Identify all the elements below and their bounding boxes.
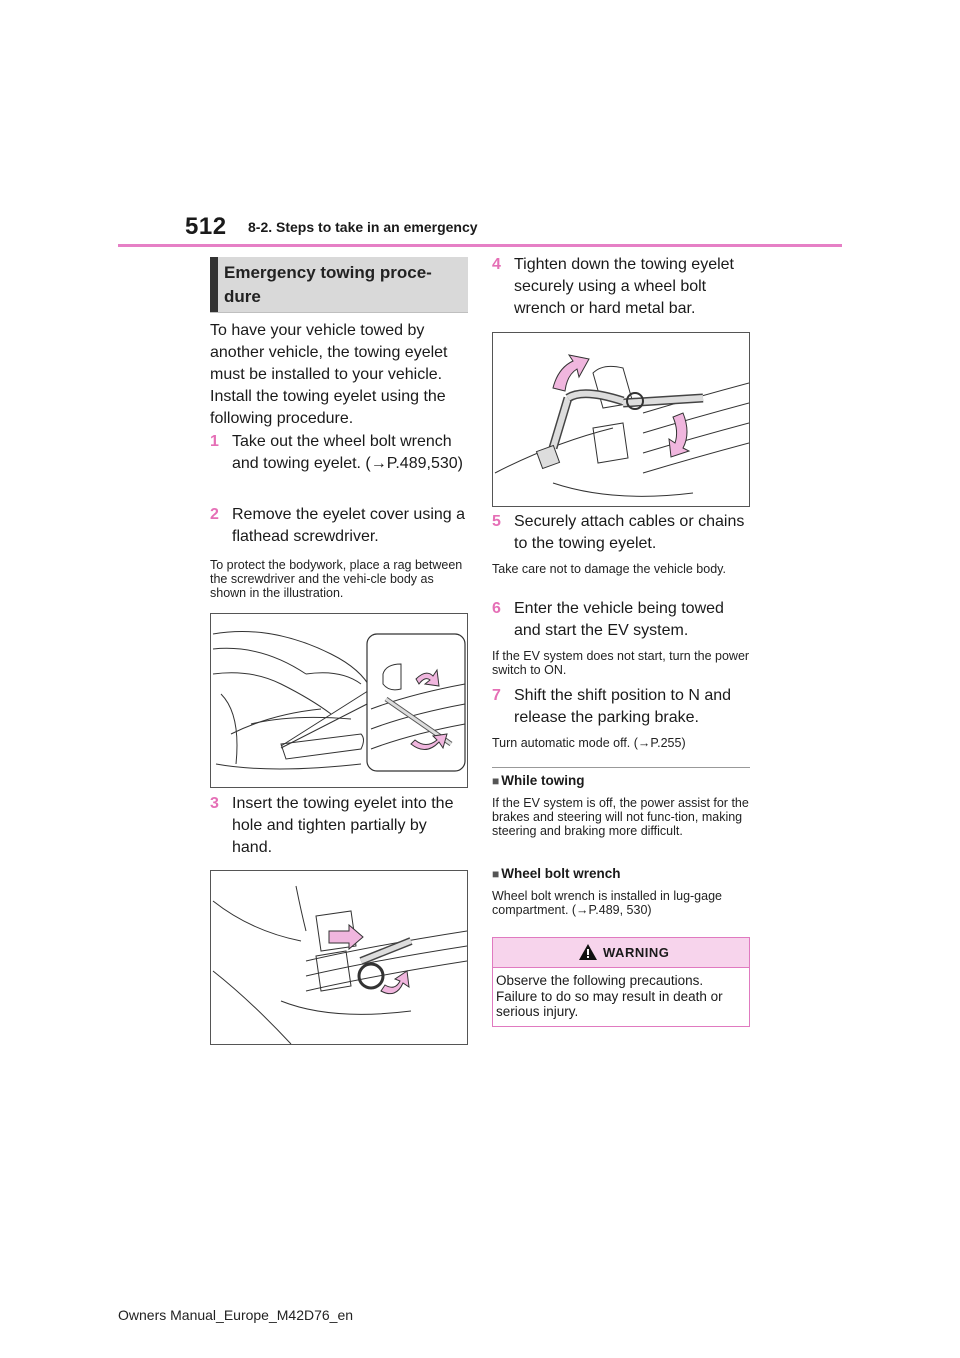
step-7-note: Turn automatic mode off. (→P.255) <box>492 736 686 750</box>
step-6-note: If the EV system does not start, turn the power switch to ON. <box>492 649 750 677</box>
header-rule <box>118 244 842 247</box>
square-bullet-icon: ■ <box>492 774 500 788</box>
step-2-note: To protect the bodywork, place a rag between the screwdriver and the vehi-cle body as shown in the illustration. <box>210 558 463 600</box>
figure-insert-eyelet <box>210 870 468 1045</box>
warning-box <box>492 937 750 1027</box>
step-number: 2 <box>210 506 219 523</box>
step-text: Take out the wheel bolt wrench and towing eyelet. (→P.489,530) <box>232 433 463 472</box>
subsection-while-towing-text: If the EV system is off, the power assist for the brakes and steering will not func-tion, making steering and braking more difficult. <box>492 796 749 838</box>
section-title: Emergency towing proce- dure <box>224 263 432 306</box>
figure-2-drawing <box>211 871 467 1044</box>
step-number: 1 <box>210 433 219 450</box>
footer-doc-id: Owners Manual_Europe_M42D76_en <box>118 1307 354 1323</box>
figure-3-drawing <box>493 333 749 506</box>
figure-tighten-eyelet <box>492 332 750 507</box>
figure-1-drawing <box>211 614 467 787</box>
step-text: Shift the shift position to N and release the parking brake. <box>514 687 732 726</box>
step-number: 3 <box>210 795 219 812</box>
subsection-wheel-bolt-wrench-text: Wheel bolt wrench is installed in lug-gage compartment. (→P.489, 530) <box>492 889 722 917</box>
step-text: Tighten down the towing eyelet securely using a wheel bolt wrench or hard metal bar. <box>514 256 734 317</box>
step-text: Enter the vehicle being towed and start the EV system. <box>514 600 724 639</box>
warning-label: WARNING <box>603 945 670 960</box>
section-title-box <box>210 257 468 313</box>
step-number: 5 <box>492 513 501 530</box>
subsection-wheel-bolt-wrench-title <box>492 866 621 881</box>
figure-remove-cover <box>210 613 468 788</box>
subsection-while-towing-title <box>492 773 585 788</box>
warning-header <box>493 938 749 968</box>
step-text: Remove the eyelet cover using a flathead screwdriver. <box>232 506 466 545</box>
step-number: 4 <box>492 256 501 273</box>
title-bar <box>210 257 218 312</box>
section-divider <box>492 767 750 768</box>
square-bullet-icon: ■ <box>492 867 500 881</box>
step-number: 6 <box>492 600 501 617</box>
intro-text: To have your vehicle towed by another vehicle, the towing eyelet must be installed to your vehicle. Install the towing eyelet using the following procedure. <box>210 322 448 427</box>
subsection-title: While towing <box>501 773 585 788</box>
step-text: Securely attach cables or chains to the towing eyelet. <box>514 513 745 552</box>
step-number: 7 <box>492 687 501 704</box>
warning-triangle-icon <box>578 943 598 961</box>
warning-text: Observe the following precautions. Failure to do so may result in death or serious injury. <box>496 973 723 1019</box>
page-number: 512 <box>185 213 227 240</box>
section-header: 8-2. Steps to take in an emergency <box>248 219 478 235</box>
step-5-note: Take care not to damage the vehicle body. <box>492 562 726 576</box>
subsection-title: Wheel bolt wrench <box>501 866 621 881</box>
step-text: Insert the towing eyelet into the hole and tighten partially by hand. <box>232 795 454 856</box>
